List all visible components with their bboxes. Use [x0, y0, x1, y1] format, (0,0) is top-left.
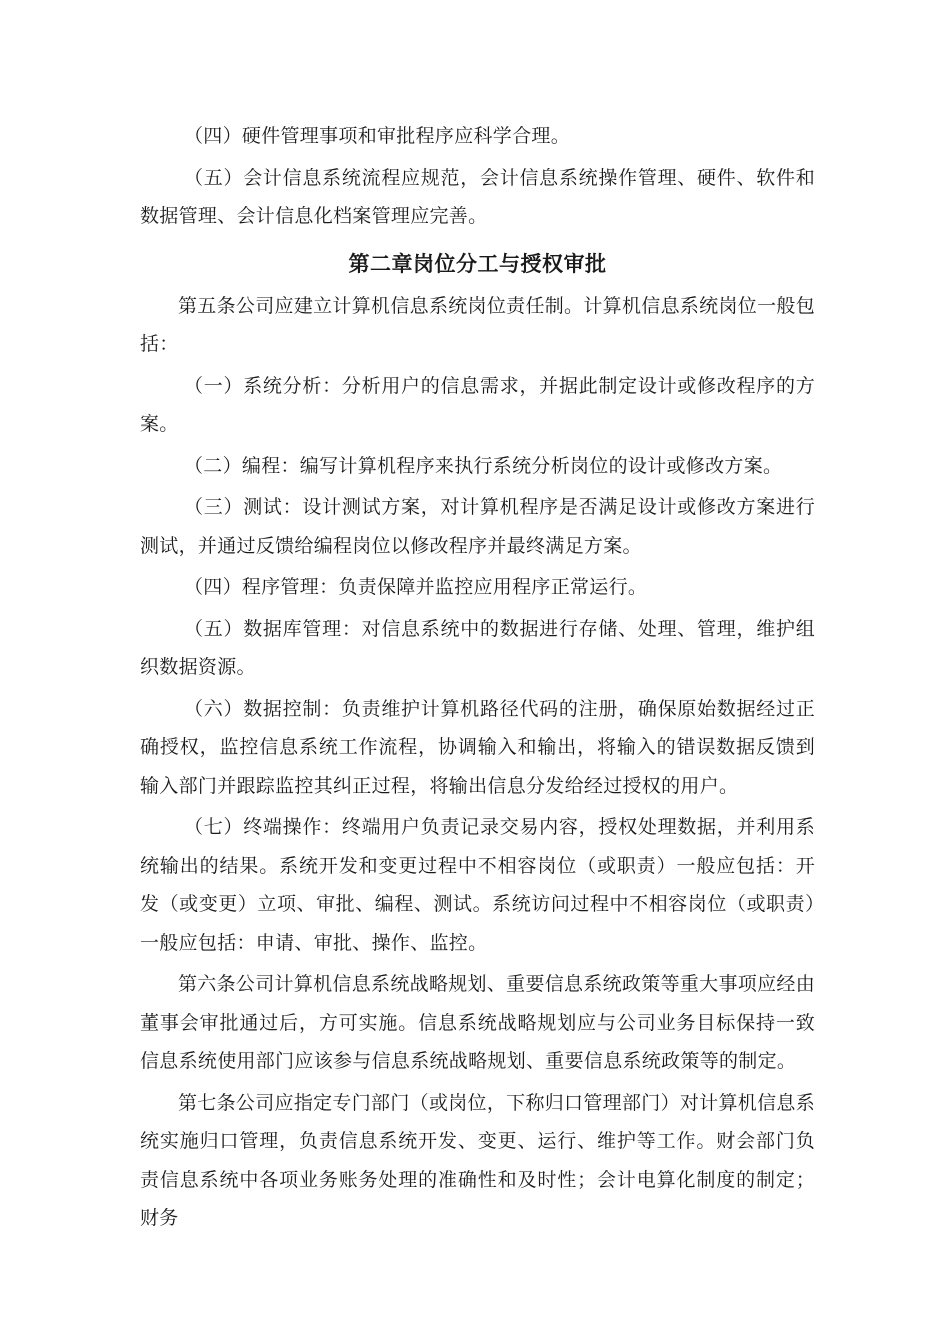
- article-7: 第七条公司应指定专门部门（或岗位，下称归口管理部门）对计算机信息系统实施归口管理，负责信息系统开发、变更、运行、维护等工作。财会部门负责信息系统中各项业务账务处理的准确性和及时性；会计电算化制度的制定；财务: [140, 1091, 815, 1229]
- article-5-item-2: （二）编程：编写计算机程序来执行系统分析岗位的设计或修改方案。: [184, 454, 783, 477]
- paragraph-system-process: （五）会计信息系统流程应规范，会计信息系统操作管理、硬件、软件和数据管理、会计信息化档案管理应完善。: [140, 166, 815, 227]
- article-6: 第六条公司计算机信息系统战略规划、重要信息系统政策等重大事项应经由董事会审批通过后，方可实施。信息系统战略规划应与公司业务目标保持一致信息系统使用部门应该参与信息系统战略规划、重要信息系统政策等的制定。: [140, 973, 815, 1072]
- article-5-item-7: （七）终端操作：终端用户负责记录交易内容，授权处理数据，并利用系统输出的结果。系统开发和变更过程中不相容岗位（或职责）一般应包括：开发（或变更）立项、审批、编程、测试。系统访问过程中不相容岗位（或职责）一般应包括：申请、审批、操作、监控。: [140, 816, 815, 954]
- document-page: [140, 117, 815, 1238]
- article-5-item-5: （五）数据库管理：对信息系统中的数据进行存储、处理、管理，维护组织数据资源。: [140, 617, 815, 678]
- article-5-item-1: （一）系统分析：分析用户的信息需求，并据此制定设计或修改程序的方案。: [140, 374, 815, 435]
- article-5-item-6: （六）数据控制：负责维护计算机路径代码的注册，确保原始数据经过正确授权，监控信息系统工作流程，协调输入和输出，将输入的错误数据反馈到输入部门并跟踪监控其纠正过程，将输出信息分发给经过授权的用户。: [140, 697, 815, 797]
- paragraph-hardware-management: （四）硬件管理事项和审批程序应科学合理。: [184, 125, 571, 147]
- article-5-item-4: （四）程序管理：负责保障并监控应用程序正常运行。: [184, 576, 648, 598]
- article-5-item-3: （三）测试：设计测试方案，对计算机程序是否满足设计或修改方案进行测试，并通过反馈给编程岗位以修改程序并最终满足方案。: [140, 496, 815, 557]
- chapter-title: 第二章岗位分工与授权审批: [348, 250, 607, 276]
- article-5: 第五条公司应建立计算机信息系统岗位责任制。计算机信息系统岗位一般包括：: [140, 294, 815, 355]
